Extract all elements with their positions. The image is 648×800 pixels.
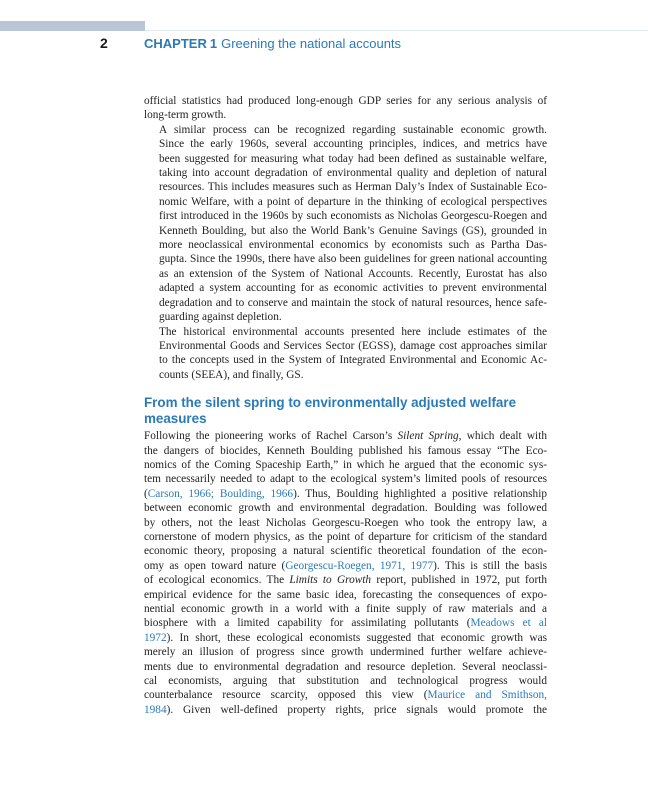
text-run: ). This is still the basis [433, 559, 547, 572]
text-line: gupta. Since the 1990s, there have also been guidelines for green national accounting [159, 253, 547, 266]
text-line: merely an illusion of progress since growth undermined further welfare achieve- [144, 646, 547, 659]
chapter-number: 1 [209, 36, 218, 51]
text-line: tem necessarily needed to adapt to the ecological system’s limited pools of resources [144, 473, 547, 486]
text-line [144, 616, 547, 630]
text-line: long-term growth. [144, 109, 227, 122]
citation-link[interactable]: Maurice and Smithson, [427, 689, 548, 702]
text-line: official statistics had produced long-enough GDP series for any serious analysis of [144, 95, 547, 107]
text-run: which dealt with [461, 430, 547, 443]
section-heading-line: measures [144, 411, 207, 427]
paragraph-sustainable-growth [144, 123, 547, 325]
text-line [144, 487, 547, 501]
text-run: Following the pioneering works of Rachel Carson’s [144, 430, 398, 443]
text-line: first introduced in the 1960s by such economists as Nicholas Georgescu-Roegen and [159, 210, 547, 223]
citation-link[interactable]: Meadows et al [470, 617, 547, 630]
header-accent-bar [0, 21, 145, 31]
text-line: between economic growth and environmental degradation. Boulding was followed [144, 502, 547, 515]
text-line [144, 703, 547, 717]
text-run: counterbalance resource scarcity, opposed this view ( [144, 689, 428, 702]
text-line: taking into account degradation of environmental quality and depletion of natural [159, 167, 547, 180]
section-heading-line: From the silent spring to environmentally adjusted welfare [144, 395, 517, 411]
text-line: ments due to environmental degradation and resource depletion. Several neoclassi- [144, 660, 547, 673]
text-line: counts (SEEA), and finally, GS. [159, 368, 304, 381]
text-line: empirical evidence for the same basic idea, forecasting the consequences of expo- [144, 588, 547, 601]
text-run: of ecological economics. The [144, 574, 290, 587]
text-line [144, 631, 547, 645]
text-line: resources. This includes measures such as Herman Daly’s Index of Sustainable Eco- [159, 181, 547, 194]
text-line: nential economic growth in a world with a finite supply of raw materials and a [144, 603, 547, 615]
text-line: more neoclassical environmental economics by economists such as Partha Das- [159, 239, 547, 252]
citation-link[interactable]: 1972 [144, 631, 167, 644]
text-line: degradation and to conserve and maintain the stock of natural resources, hence safe- [159, 296, 547, 309]
text-line: to the concepts used in the System of Integrated Environmental and Economic Ac- [159, 354, 547, 367]
text-line: Since the early 1960s, several accounting principles, indices, and metrics have [159, 138, 547, 151]
text-line: cal economists, arguing that substitution and technological progress would [144, 675, 547, 688]
text-line: adapted a system accounting for as economic activities to prevent environmental [159, 282, 547, 295]
chapter-label: CHAPTER [144, 36, 207, 51]
section-heading [144, 395, 547, 427]
text-line: been suggested for measuring what today had been defined as sustainable welfare, [159, 152, 547, 165]
text-line: guarding against depletion. [159, 311, 282, 324]
citation-link[interactable]: 1984 [144, 703, 167, 716]
text-line: A similar process can be recognized regarding sustainable economic growth. [159, 123, 547, 136]
chapter-title: Greening the national accounts [221, 36, 402, 51]
header-rule [145, 30, 648, 31]
body-text [144, 94, 547, 717]
citation-link[interactable]: Georgescu-Roegen, 1971, 1977 [285, 559, 434, 572]
text-line: Kenneth Boulding, but also the World Bank’s Genuine Savings (GS), grounded in [159, 224, 547, 237]
text-line [144, 573, 547, 587]
book-title: Silent Spring, [397, 430, 462, 443]
text-run: ). Thus, Boulding highlighted a positive relationship [293, 487, 547, 500]
page-number: 2 [100, 35, 108, 51]
text-run: ( [144, 487, 148, 500]
text-line [144, 429, 547, 443]
text-line: economic theory, proposing a natural scientific theoretical foundation of the econ- [144, 545, 547, 558]
text-line: cornerstone of modern physics, as the point of departure for criticism of the standard [144, 530, 547, 543]
paragraph-silent-spring [144, 429, 547, 717]
text-line: the dangers of biocides, Kenneth Boulding published his famous essay “The Eco- [144, 444, 547, 457]
text-line: as an extension of the System of National Accounts. Recently, Eurostat has also [159, 267, 547, 280]
text-line: nomic Welfare, with a point of departure in the thinking of ecological perspectives [159, 195, 547, 208]
running-head [144, 36, 401, 51]
text-line: nomics of the Coming Spaceship Earth,” in which he argued that the economic sys- [144, 458, 547, 471]
text-line [144, 559, 547, 573]
text-line [144, 688, 547, 702]
text-run: biosphere with a limited capability for assimilating pollutants ( [144, 617, 471, 630]
text-run: ). In short, these ecological economists suggested that economic growth was [166, 631, 547, 644]
text-line: Environmental Goods and Services Sector (EGSS), damage cost approaches similar [159, 339, 547, 352]
text-line: by others, not the least Nicholas Georgescu-Roegen who took the entropy law, a [144, 516, 547, 529]
paragraph-continuation [144, 94, 547, 123]
text-run: ). Given well-defined property rights, price signals would promote the [166, 703, 547, 716]
citation-link[interactable]: Carson, 1966; Boulding, 1966 [147, 487, 294, 500]
paragraph-historical-accounts [144, 325, 547, 383]
text-run: report, published in 1972, put forth [371, 574, 547, 587]
text-run: omy as open toward nature ( [144, 559, 286, 572]
text-line: The historical environmental accounts presented here include estimates of the [159, 325, 547, 338]
report-title: Limits to Growth [289, 574, 372, 587]
